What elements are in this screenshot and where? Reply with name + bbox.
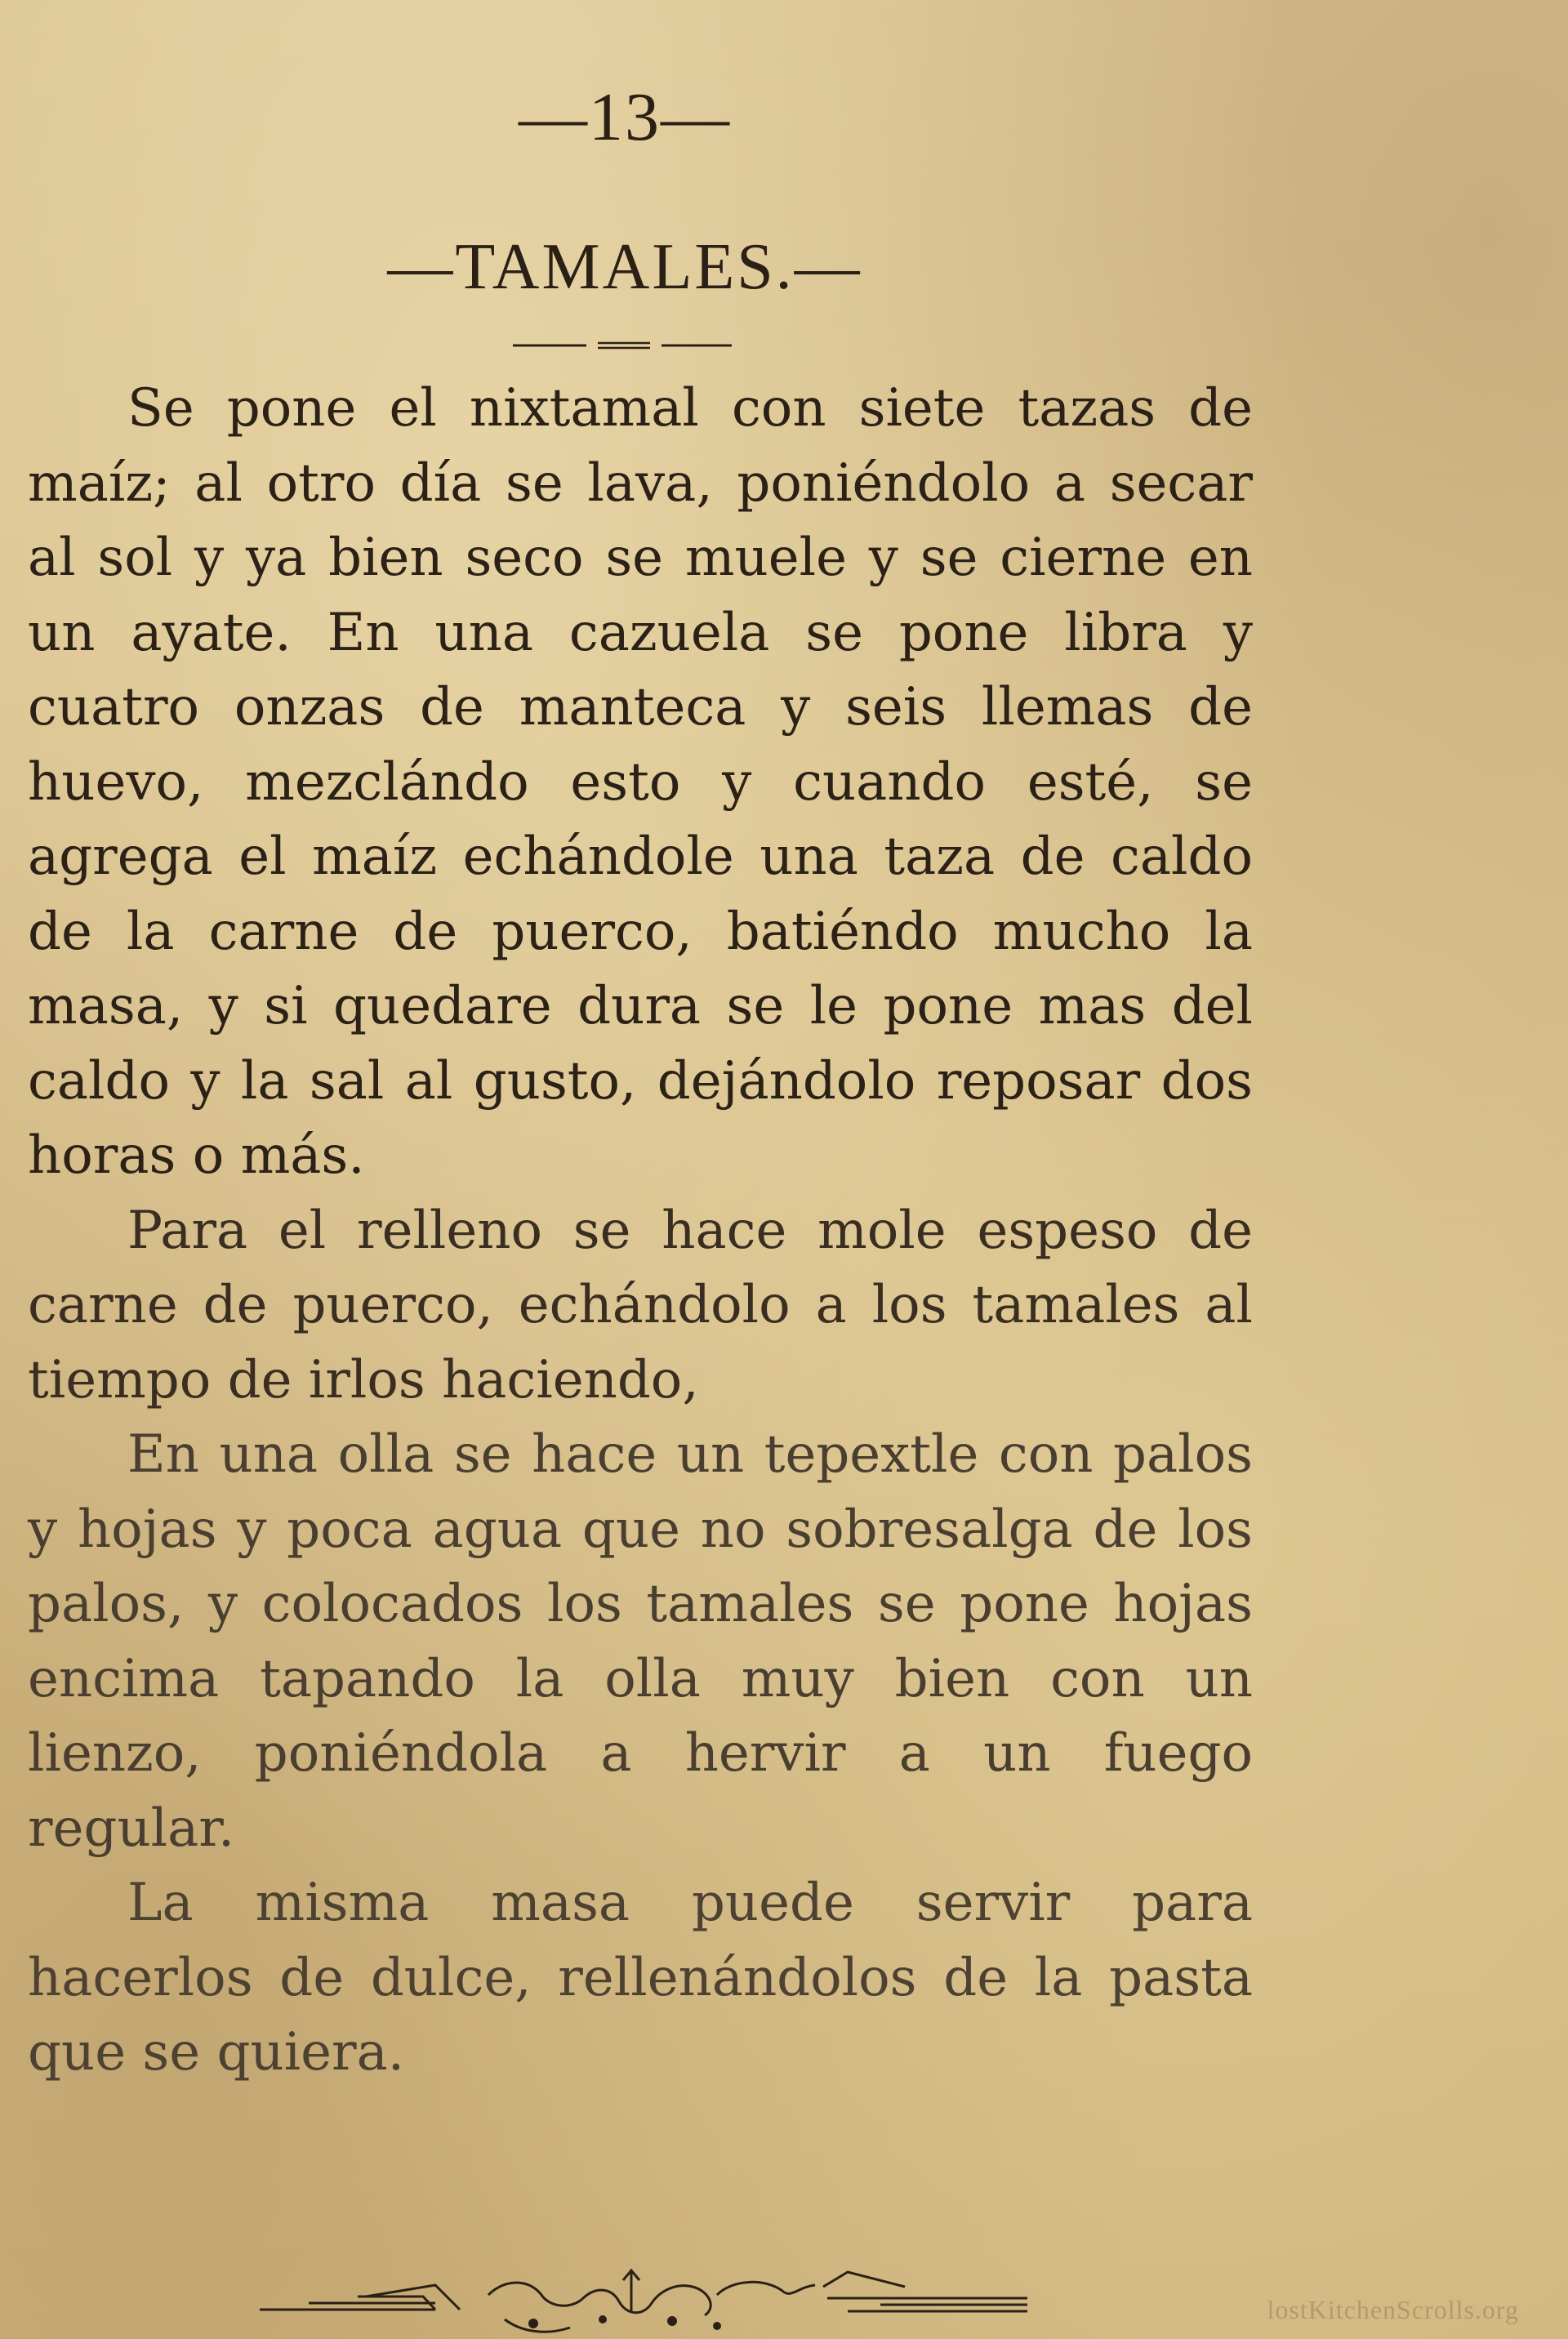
watermark-text: lostKitchenScrolls.org (1267, 2295, 1519, 2324)
paragraph-3: En una olla se hace un tepextle con palos y hojas y poca agua que no sobresalga de los palos, y colocados los tamales se pone hojas encima tapando la olla muy bien con un lienzo, poniéndola a hervir a un fuego regular. (28, 1424, 1253, 1859)
recipe-text (28, 372, 1253, 2091)
title-divider (513, 340, 732, 351)
paragraph-2: Para el relleno se hace mole espeso de carne de puerco, echándolo a los tamales al tiempo de irlos haciendo, (28, 1200, 1253, 1410)
page-number: —13— (519, 79, 731, 155)
paragraph-4: La misma masa puede servir para hacerlos de dulce, rellenándolos de la pasta que se quiera. (28, 1873, 1253, 2083)
paragraph-1: Se pone el nixtamal con siete tazas de maíz; al otro día se lava, poniéndolo a secar al sol y ya bien seco se muele y se cierne en un ayate. En una cazuela se pone libra y cuatro onzas de manteca y seis llemas de huevo, mezclándo esto y cuando esté, se agrega el maíz echándole una taza de caldo de la carne de puerco, batiéndo mucho la masa, y si quedare dura se le pone mas del caldo y la sal al gusto, dejándolo reposar dos horas o más. (28, 378, 1253, 1186)
decorative-ornament (260, 2262, 1027, 2339)
page-title: —TAMALES.— (387, 231, 862, 303)
